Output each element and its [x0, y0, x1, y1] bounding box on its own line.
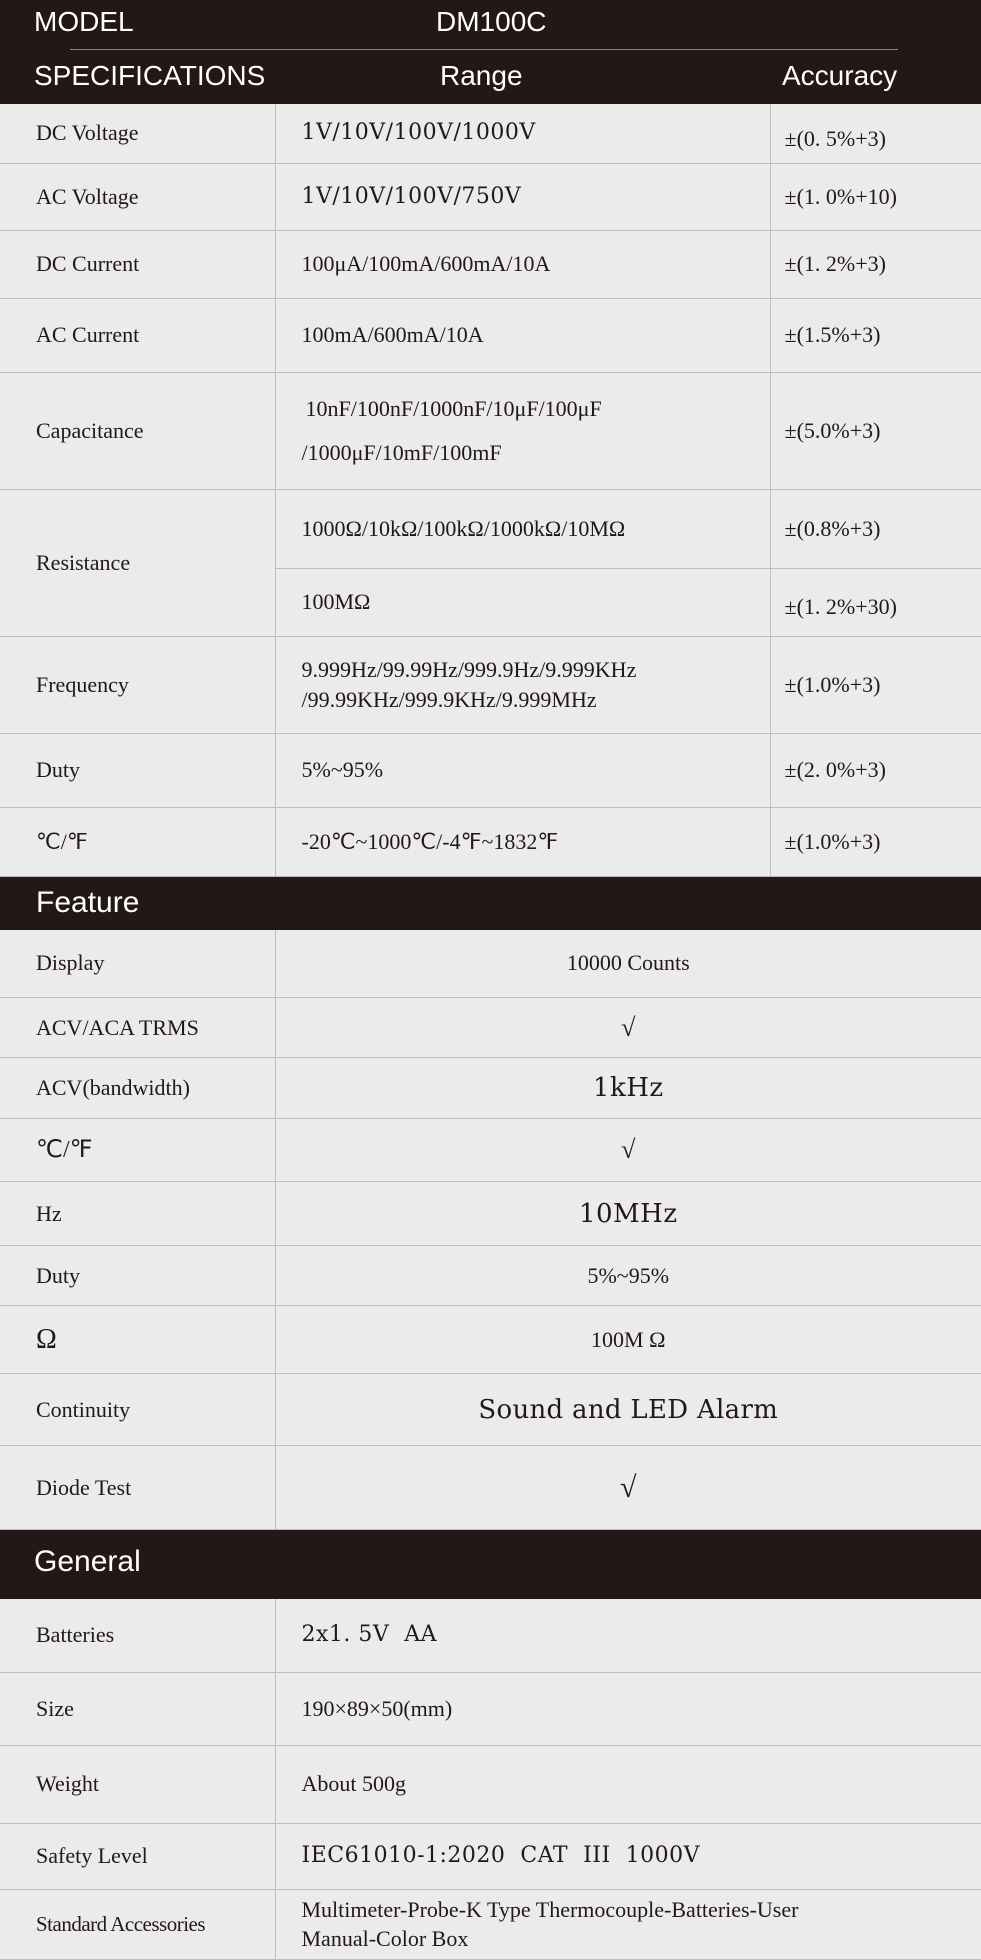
spec-name: DC Current [0, 230, 275, 298]
feature-value: √ [275, 998, 981, 1058]
spec-accuracy: ±(0. 5%+3) [770, 104, 981, 163]
spec-accuracy: ±(1.5%+3) [770, 298, 981, 372]
general-name: Size [0, 1672, 275, 1745]
model-value: DM100C [436, 6, 546, 38]
general-row [0, 1599, 981, 1672]
specifications-table [0, 104, 981, 877]
spec-accuracy: ±(1.0%+3) [770, 807, 981, 876]
general-value: IEC61010-1:2020 CAT III 1000V [275, 1823, 981, 1889]
feature-value: √ [275, 1446, 981, 1530]
spec-row [0, 298, 981, 372]
feature-name: ACV/ACA TRMS [0, 998, 275, 1058]
feature-value: 1kHz [275, 1058, 981, 1119]
feature-value: 100M Ω [275, 1306, 981, 1374]
general-value: About 500g [275, 1745, 981, 1823]
general-value: Manual-Color Box [302, 1924, 981, 1953]
feature-value: 5%~95% [275, 1246, 981, 1306]
general-value-cell [275, 1889, 981, 1959]
general-value: 190×89×50(mm) [275, 1672, 981, 1745]
spec-range: 100MΩ [275, 568, 770, 636]
feature-row [0, 1058, 981, 1119]
general-section-bar [0, 1530, 981, 1599]
spec-accuracy: ±(1. 2%+3) [770, 230, 981, 298]
spec-accuracy: ±(5.0%+3) [770, 372, 981, 489]
spec-accuracy: ±(1.0%+3) [770, 636, 981, 733]
spec-range-cell [275, 372, 770, 489]
range-label: Range [440, 60, 523, 92]
feature-name: Continuity [0, 1374, 275, 1446]
general-row [0, 1823, 981, 1889]
feature-row [0, 930, 981, 998]
general-name: Weight [0, 1745, 275, 1823]
feature-value: √ [275, 1119, 981, 1182]
spec-accuracy: ±(2. 0%+3) [770, 733, 981, 807]
feature-name: ℃/℉ [0, 1119, 275, 1182]
feature-name: Duty [0, 1246, 275, 1306]
spec-name: Frequency [0, 636, 275, 733]
spec-row [0, 807, 981, 876]
feature-section-bar [0, 877, 981, 930]
spec-accuracy: ±(1. 2%+30) [770, 568, 981, 636]
feature-row [0, 1306, 981, 1374]
feature-row [0, 1374, 981, 1446]
spec-range-cell [275, 636, 770, 733]
general-row [0, 1672, 981, 1745]
feature-name: Hz [0, 1182, 275, 1246]
spec-row [0, 230, 981, 298]
general-name: Batteries [0, 1599, 275, 1672]
spec-name: Capacitance [0, 372, 275, 489]
spec-range: 1000Ω/10kΩ/100kΩ/1000kΩ/10MΩ [275, 489, 770, 568]
spec-range: -20℃~1000℃/-4℉~1832℉ [275, 807, 770, 876]
spec-range: /1000μF/10mF/100mF [302, 431, 770, 475]
feature-table [0, 930, 981, 1531]
feature-name: Ω [0, 1306, 275, 1374]
spec-header [0, 0, 981, 104]
spec-name: Resistance [0, 489, 275, 636]
general-value: 2x1. 5V AA [275, 1599, 981, 1672]
general-value: Multimeter-Probe-K Type Thermocouple-Batteries-User [302, 1895, 981, 1924]
spec-range: 9.999Hz/99.99Hz/999.9Hz/9.999KHz [302, 655, 770, 685]
spec-range: 10nF/100nF/1000nF/10μF/100μF [302, 387, 770, 431]
spec-name: DC Voltage [0, 104, 275, 163]
feature-name: ACV(bandwidth) [0, 1058, 275, 1119]
spec-name: AC Voltage [0, 163, 275, 230]
feature-name: Display [0, 930, 275, 998]
feature-row [0, 1446, 981, 1530]
spec-name: Duty [0, 733, 275, 807]
feature-row [0, 1246, 981, 1306]
spec-range: 5%~95% [275, 733, 770, 807]
general-name: Standard Accessories [0, 1889, 275, 1959]
spec-range: 100mA/600mA/10A [275, 298, 770, 372]
feature-row [0, 998, 981, 1058]
spec-row [0, 733, 981, 807]
spec-name: AC Current [0, 298, 275, 372]
general-row [0, 1889, 981, 1959]
feature-name: Diode Test [0, 1446, 275, 1530]
accuracy-label: Accuracy [782, 60, 897, 92]
feature-value: Sound and LED Alarm [275, 1374, 981, 1446]
spec-range: /99.99KHz/999.9KHz/9.999MHz [302, 685, 770, 715]
specifications-label: SPECIFICATIONS [34, 60, 265, 92]
feature-row [0, 1182, 981, 1246]
spec-row [0, 104, 981, 163]
spec-range: 1V/10V/100V/1000V [275, 104, 770, 163]
spec-accuracy: ±(0.8%+3) [770, 489, 981, 568]
general-row [0, 1745, 981, 1823]
feature-value: 10000 Counts [275, 930, 981, 998]
feature-title: Feature [36, 886, 139, 920]
spec-accuracy: ±(1. 0%+10) [770, 163, 981, 230]
general-title: General [34, 1545, 141, 1579]
general-table [0, 1599, 981, 1960]
spec-range: 1V/10V/100V/750V [275, 163, 770, 230]
header-divider [70, 49, 898, 50]
general-name: Safety Level [0, 1823, 275, 1889]
model-label: MODEL [34, 6, 134, 38]
spec-row [0, 636, 981, 733]
spec-row [0, 163, 981, 230]
feature-value: 10MHz [275, 1182, 981, 1246]
feature-row [0, 1119, 981, 1182]
spec-name: ℃/℉ [0, 807, 275, 876]
spec-row [0, 489, 981, 568]
spec-range: 100μA/100mA/600mA/10A [275, 230, 770, 298]
spec-row [0, 372, 981, 489]
